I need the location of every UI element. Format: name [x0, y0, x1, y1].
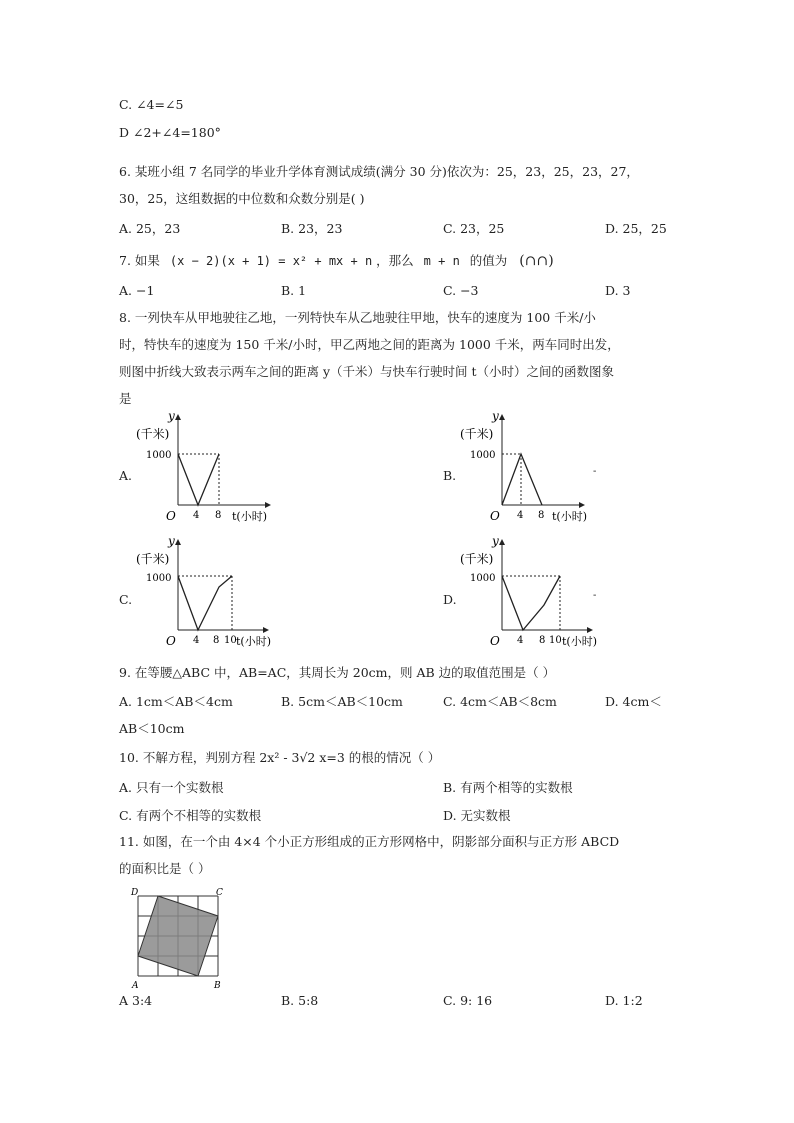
graph-a-tick8: 8	[215, 510, 222, 521]
q7-option-c: C. −3	[443, 283, 479, 298]
q9-option-b: B. 5cm＜AB＜10cm	[281, 694, 403, 709]
q6-line1: 6. 某班小组 7 名同学的毕业升学体育测试成绩(满分 30 分)依次为：25，23，25，23，27，	[119, 164, 639, 179]
q7-suffix: 的值为	[469, 253, 508, 268]
graph-a-origin: O	[166, 509, 176, 523]
graph-a-unit-y: (千米)	[136, 427, 170, 441]
corner-d: D	[131, 888, 139, 898]
q10-line1: 10. 不解方程，判别方程 2x² - 3√2 x=3 的根的情况（ ）	[119, 750, 441, 765]
q11-option-a: A 3:4	[119, 993, 153, 1008]
graph-d-unit-y: (千米)	[460, 552, 494, 566]
graph-b	[454, 410, 604, 525]
q10-option-b: B. 有两个相等的实数根	[443, 780, 573, 795]
graph-label-c: C.	[119, 592, 133, 607]
graph-b-x-unit: t(小时)	[552, 510, 588, 523]
q7-option-d: D. 3	[605, 283, 631, 298]
q7-option-a: A. −1	[119, 283, 155, 298]
q6-option-b: B. 23，23	[281, 221, 343, 236]
graph-d-y-tick: 1000	[470, 573, 496, 584]
q10-option-d: D. 无实数根	[443, 808, 511, 823]
graph-c-tick8: 8	[213, 635, 220, 646]
graph-b-unit-y: (千米)	[460, 427, 494, 441]
q11-line2: 的面积比是（ ）	[119, 861, 211, 876]
corner-c: C	[216, 888, 223, 898]
q6-option-c: C. 23，25	[443, 221, 505, 236]
graph-b-y: y	[492, 410, 499, 423]
graph-b-y-tick: 1000	[470, 450, 496, 461]
q7-prefix: 7. 如果	[119, 253, 160, 268]
q6-option-a: A. 25，23	[119, 221, 181, 236]
q11-option-b: B. 5:8	[281, 993, 319, 1008]
graph-d-x-unit: t(小时)	[562, 635, 598, 648]
graph-c	[130, 535, 290, 650]
graph-b-dot: -	[593, 466, 597, 477]
q10-option-c: C. 有两个不相等的实数根	[119, 808, 262, 823]
q8-line3: 则图中折线大致表示两车之间的距离 y（千米）与快车行驶时间 t（小时）之间的函数图象	[119, 364, 615, 379]
q7-paren: (∩∩)	[519, 253, 554, 269]
q7-mid: ，那么	[376, 253, 414, 268]
graph-c-origin: O	[166, 634, 176, 648]
graph-a-tick4: 4	[193, 510, 200, 521]
graph-c-tick4: 4	[193, 635, 200, 646]
q8-line4: 是	[119, 391, 132, 406]
graph-c-y-tick: 1000	[146, 573, 172, 584]
q7-expression: (x − 2)(x + 1) = x² + mx + n	[169, 254, 373, 268]
corner-a: A	[132, 981, 139, 991]
graph-a-y: y	[168, 410, 175, 423]
graph-label-a: A.	[119, 468, 133, 483]
graph-c-tick10: 10	[224, 635, 237, 646]
q10-option-a: A. 只有一个实数根	[119, 780, 224, 795]
q7-expression2: m + n	[423, 254, 460, 268]
q9-option-d-cont: AB＜10cm	[119, 721, 185, 736]
q9-option-d: D. 4cm＜	[605, 694, 662, 709]
graph-a-x-unit: t(小时)	[232, 510, 268, 523]
q11-option-d: D. 1:2	[605, 993, 643, 1008]
graph-d-dot: -	[593, 590, 597, 601]
q9-option-a: A. 1cm＜AB＜4cm	[119, 694, 233, 709]
graph-label-d: D.	[443, 592, 457, 607]
q11-option-c: C. 9: 16	[443, 993, 493, 1008]
graph-b-tick4: 4	[517, 510, 524, 521]
graph-b-tick8: 8	[538, 510, 545, 521]
option-c-prev: C. ∠4=∠5	[119, 97, 184, 112]
q9-option-c: C. 4cm＜AB＜8cm	[443, 694, 557, 709]
q6-line2: 30，25，这组数据的中位数和众数分别是( )	[119, 191, 365, 206]
q8-line1: 8. 一列快车从甲地驶往乙地，一列特快车从乙地驶往甲地，快车的速度为 100 千米/小	[119, 310, 596, 325]
graph-c-unit-y: (千米)	[136, 552, 170, 566]
q11-grid-figure	[128, 886, 228, 992]
graph-a-y-tick: 1000	[146, 450, 172, 461]
q8-line2: 时，特快车的速度为 150 千米/小时，甲乙两地之间的距离为 1000 千米，两车同时出发，	[119, 337, 620, 352]
graph-a	[130, 410, 280, 525]
graph-label-b: B.	[443, 468, 457, 483]
graph-c-y: y	[168, 535, 175, 548]
option-d-prev: D ∠2+∠4=180°	[119, 125, 221, 140]
q7-option-b: B. 1	[281, 283, 307, 298]
graph-d-tick10: 10	[549, 635, 562, 646]
corner-b: B	[214, 981, 221, 991]
q7-line	[119, 251, 554, 269]
graph-d-tick4: 4	[517, 635, 524, 646]
q11-line1: 11. 如图，在一个由 4×4 个小正方形组成的正方形网格中，阴影部分面积与正方形 ABCD	[119, 834, 620, 849]
graph-d-y: y	[492, 535, 499, 548]
graph-d-origin: O	[490, 634, 500, 648]
q9-line1: 9. 在等腰△ABC 中，AB=AC，其周长为 20cm，则 AB 边的取值范围是（ ）	[119, 665, 556, 680]
graph-d	[454, 535, 614, 650]
graph-b-origin: O	[490, 509, 500, 523]
q6-option-d: D. 25，25	[605, 221, 667, 236]
graph-c-x-unit: t(小时)	[236, 635, 272, 648]
graph-d-tick8: 8	[539, 635, 546, 646]
